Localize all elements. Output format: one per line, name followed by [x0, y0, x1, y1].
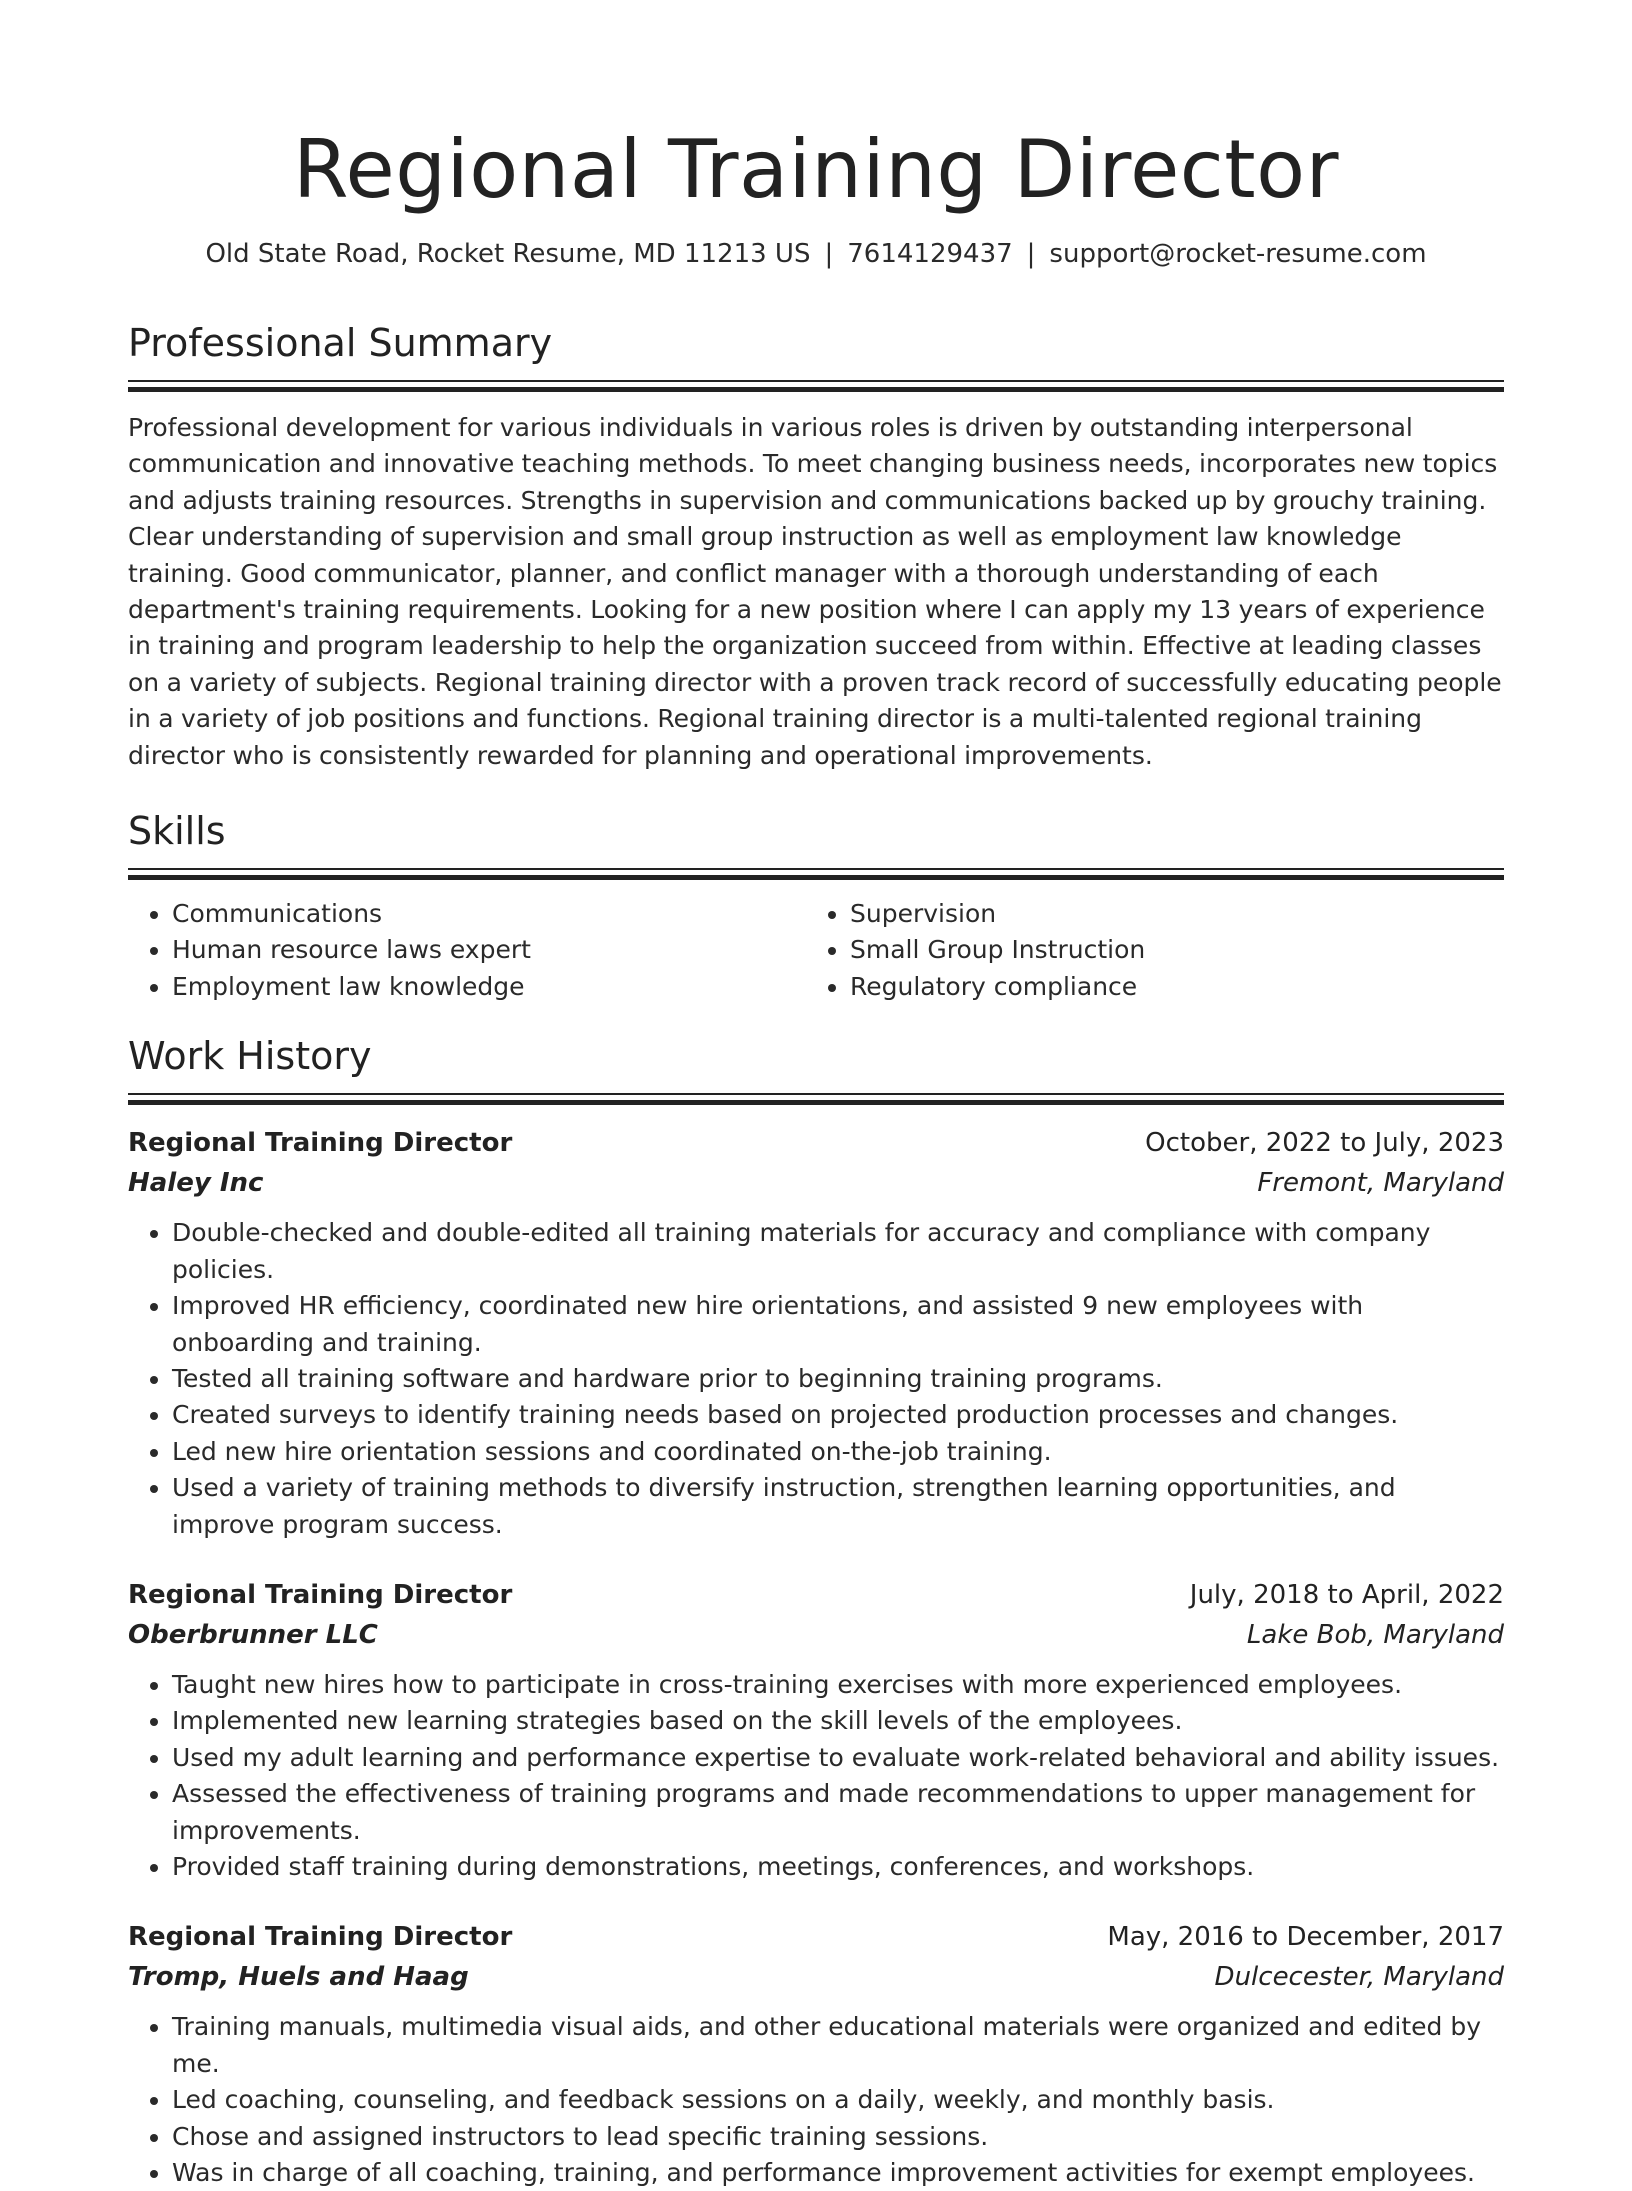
- job-bullet: • Led new hire orientation sessions and coordinated on-the-job training.: [172, 1434, 1504, 1470]
- job-location: Lake Bob, Maryland: [1246, 1619, 1504, 1650]
- job-bullet: • Used a variety of training methods to diversify instruction, strengthen learning opportunities, and improve program success.: [172, 1470, 1504, 1543]
- job-bullets: [128, 1215, 1504, 1543]
- job-company: Haley Inc: [128, 1168, 264, 1199]
- job-dates: May, 2016 to December, 2017: [1107, 1922, 1504, 1953]
- job-location: Fremont, Maryland: [1257, 1168, 1504, 1199]
- skills-columns: [128, 896, 1504, 1005]
- job-entry: [128, 1123, 1504, 1543]
- job-bullets: [128, 1667, 1504, 1885]
- skills-section: [128, 808, 1504, 1005]
- job-subheader-row: [128, 1615, 1504, 1655]
- section-heading-summary: Professional Summary: [128, 321, 553, 365]
- job-bullet: • Chose and assigned instructors to lead specific training sessions.: [172, 2119, 1504, 2155]
- job-company: Oberbrunner LLC: [128, 1619, 378, 1650]
- skill-item: • Communications: [172, 896, 806, 932]
- job-bullet: • Tested all training software and hardware prior to beginning training programs.: [172, 1361, 1504, 1397]
- summary-text: Professional development for various individuals in various roles is driven by outstanding interpersonal communication and innovative teaching methods. To meet changing business needs, incorporates new topics and adjusts training resources. Strengths in supervision and communications backed up by grouchy training. Clear understanding of supervision and small group instruction as well as employment law knowledge training. Good communicator, planner, and conflict manager with a thorough understanding of each department's training requirements. Looking for a new position where I can apply my 13 years of experience in training and program leadership to help the organization succeed from within. Effective at leading classes on a variety of subjects. Regional training director with a proven track record of successfully educating people in a variety of job positions and functions. Regional training director is a multi-talented regional training director who is consistently rewarded for planning and operational improvements.: [128, 413, 1502, 770]
- job-bullet: • Implemented new learning strategies based on the skill levels of the employees.: [172, 1703, 1504, 1739]
- job-header-row: [128, 1123, 1504, 1163]
- job-bullets: [128, 2009, 1504, 2191]
- skill-item: • Supervision: [850, 896, 1484, 932]
- job-subheader-row: [128, 1163, 1504, 1203]
- job-location: Dulcecester, Maryland: [1214, 1962, 1504, 1993]
- contact-separator: |: [824, 239, 834, 269]
- skills-list-right: [806, 896, 1484, 1005]
- contact-address: Old State Road, Rocket Resume, MD 11213 US: [205, 239, 811, 269]
- skills-list-left: [128, 896, 806, 1005]
- job-bullet: • Double-checked and double-edited all training materials for accuracy and compliance with company policies.: [172, 1215, 1504, 1288]
- skill-item: • Regulatory compliance: [850, 969, 1484, 1005]
- job-dates: July, 2018 to April, 2022: [1189, 1579, 1504, 1610]
- job-bullet: • Training manuals, multimedia visual aids, and other educational materials were organized and edited by me.: [172, 2009, 1504, 2082]
- job-dates: October, 2022 to July, 2023: [1145, 1128, 1504, 1159]
- skill-item: • Small Group Instruction: [850, 932, 1484, 968]
- contact-separator: |: [1026, 239, 1036, 269]
- summary-section: [128, 320, 1504, 774]
- contact-line: [128, 236, 1504, 272]
- skill-item: • Employment law knowledge: [172, 969, 806, 1005]
- job-bullet: • Created surveys to identify training needs based on projected production processes and changes.: [172, 1397, 1504, 1433]
- job-subheader-row: [128, 1957, 1504, 1997]
- job-header-row: [128, 1917, 1504, 1957]
- job-bullet: • Improved HR efficiency, coordinated new hire orientations, and assisted 9 new employees with onboarding and training.: [172, 1288, 1504, 1361]
- contact-phone: 7614129437: [847, 239, 1013, 269]
- job-header-row: [128, 1575, 1504, 1615]
- job-bullet: • Was in charge of all coaching, training, and performance improvement activities for exempt employees.: [172, 2155, 1504, 2191]
- work-history-section: [128, 1033, 1504, 2191]
- resume-page: [128, 0, 1504, 2191]
- section-divider: [128, 1093, 1504, 1105]
- section-divider: [128, 380, 1504, 392]
- job-entry: [128, 1575, 1504, 1885]
- job-title: Regional Training Director: [128, 1922, 513, 1953]
- job-bullet: • Used my adult learning and performance expertise to evaluate work-related behavioral and ability issues.: [172, 1740, 1504, 1776]
- job-company: Tromp, Huels and Haag: [128, 1962, 469, 1993]
- section-heading-work-history: Work History: [128, 1034, 372, 1079]
- resume-name: Regional Training Director: [292, 123, 1339, 216]
- job-bullet: • Assessed the effectiveness of training programs and made recommendations to upper management for improvements.: [172, 1776, 1504, 1849]
- section-divider: [128, 868, 1504, 880]
- job-bullet: • Taught new hires how to participate in cross-training exercises with more experienced employees.: [172, 1667, 1504, 1703]
- job-bullet: • Led coaching, counseling, and feedback sessions on a daily, weekly, and monthly basis.: [172, 2082, 1504, 2118]
- job-title: Regional Training Director: [128, 1579, 513, 1610]
- job-entry: [128, 1917, 1504, 2191]
- skill-item: • Human resource laws expert: [172, 932, 806, 968]
- section-heading-skills: Skills: [128, 809, 226, 854]
- contact-email: support@rocket-resume.com: [1049, 239, 1427, 269]
- job-title: Regional Training Director: [128, 1128, 513, 1159]
- job-bullet: • Provided staff training during demonstrations, meetings, conferences, and workshops.: [172, 1849, 1504, 1885]
